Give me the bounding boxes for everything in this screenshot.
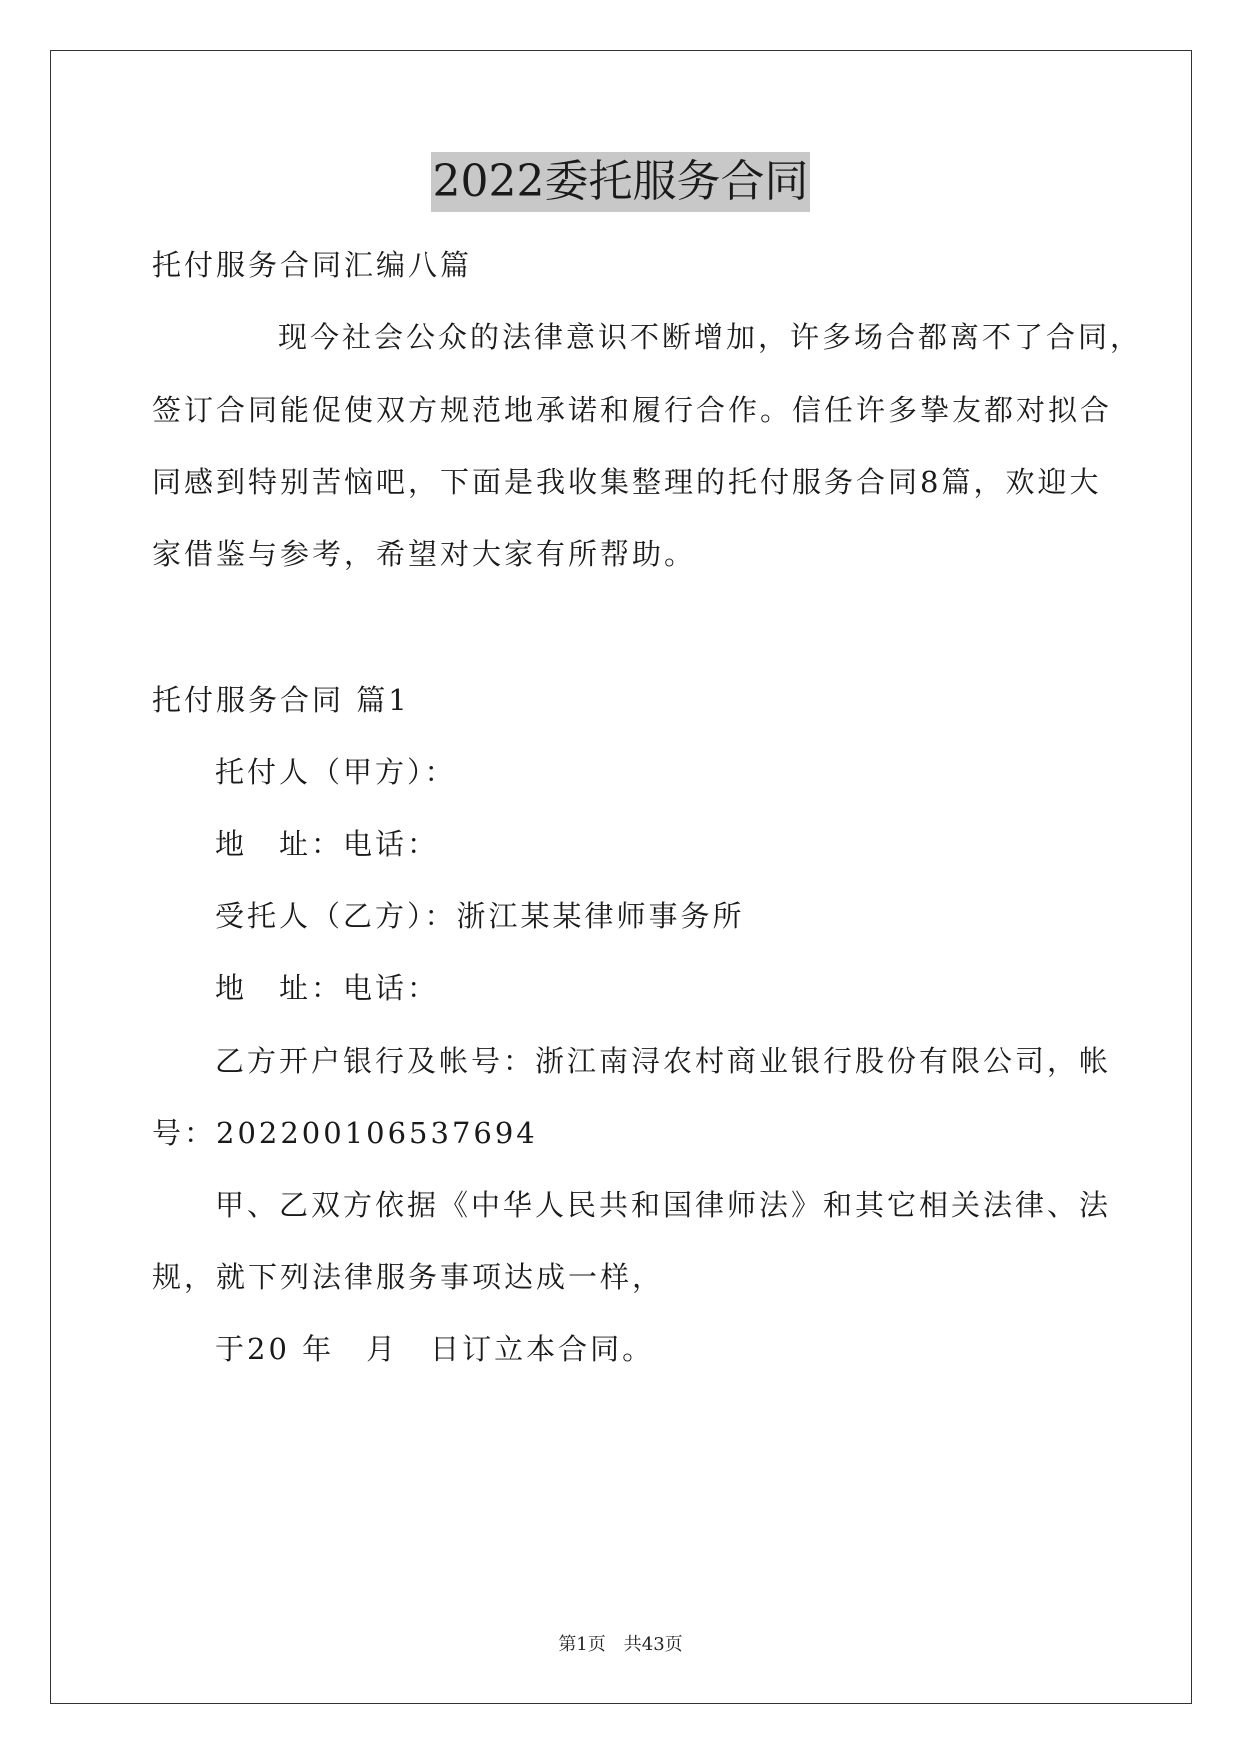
basis-line-1: 甲、乙双方依据《中华人民共和国律师法》和其它相关法律、法	[215, 1188, 1112, 1222]
intro-line-3: 同感到特别苦恼吧，下面是我收集整理的托付服务合同8篇，欢迎大	[152, 465, 1102, 499]
party-b-label: 受托人（乙方）：浙江某某律师事务所	[215, 899, 745, 933]
bank-line-2: 号：202200106537694	[152, 1116, 538, 1150]
bank-line-1: 乙方开户银行及帐号：浙江南浔农村商业银行股份有限公司，帐	[215, 1044, 1112, 1078]
page-number-footer: 第1页 共43页	[558, 1634, 683, 1655]
document-subtitle: 托付服务合同汇编八篇	[152, 248, 473, 282]
party-b-address: 地 址：电话：	[215, 971, 440, 1005]
intro-line-4: 家借鉴与参考，希望对大家有所帮助。	[152, 537, 697, 571]
basis-line-2: 规，就下列法律服务事项达成一样，	[152, 1260, 665, 1294]
date-line: 于20 年 月 日订立本合同。	[215, 1332, 655, 1366]
document-title: 2022委托服务合同	[431, 152, 811, 212]
party-a-label: 托付人（甲方）：	[215, 755, 457, 789]
intro-line-2: 签订合同能促使双方规范地承诺和履行合作。信任许多挚友都对拟合	[152, 393, 1113, 427]
page-border	[50, 50, 1192, 1704]
title-container	[0, 152, 1241, 212]
section-heading: 托付服务合同 篇1	[152, 683, 410, 717]
intro-line-1: 现今社会公众的法律意识不断增加，许多场合都离不了合同，	[278, 320, 1143, 354]
party-a-address: 地 址：电话：	[215, 827, 440, 861]
